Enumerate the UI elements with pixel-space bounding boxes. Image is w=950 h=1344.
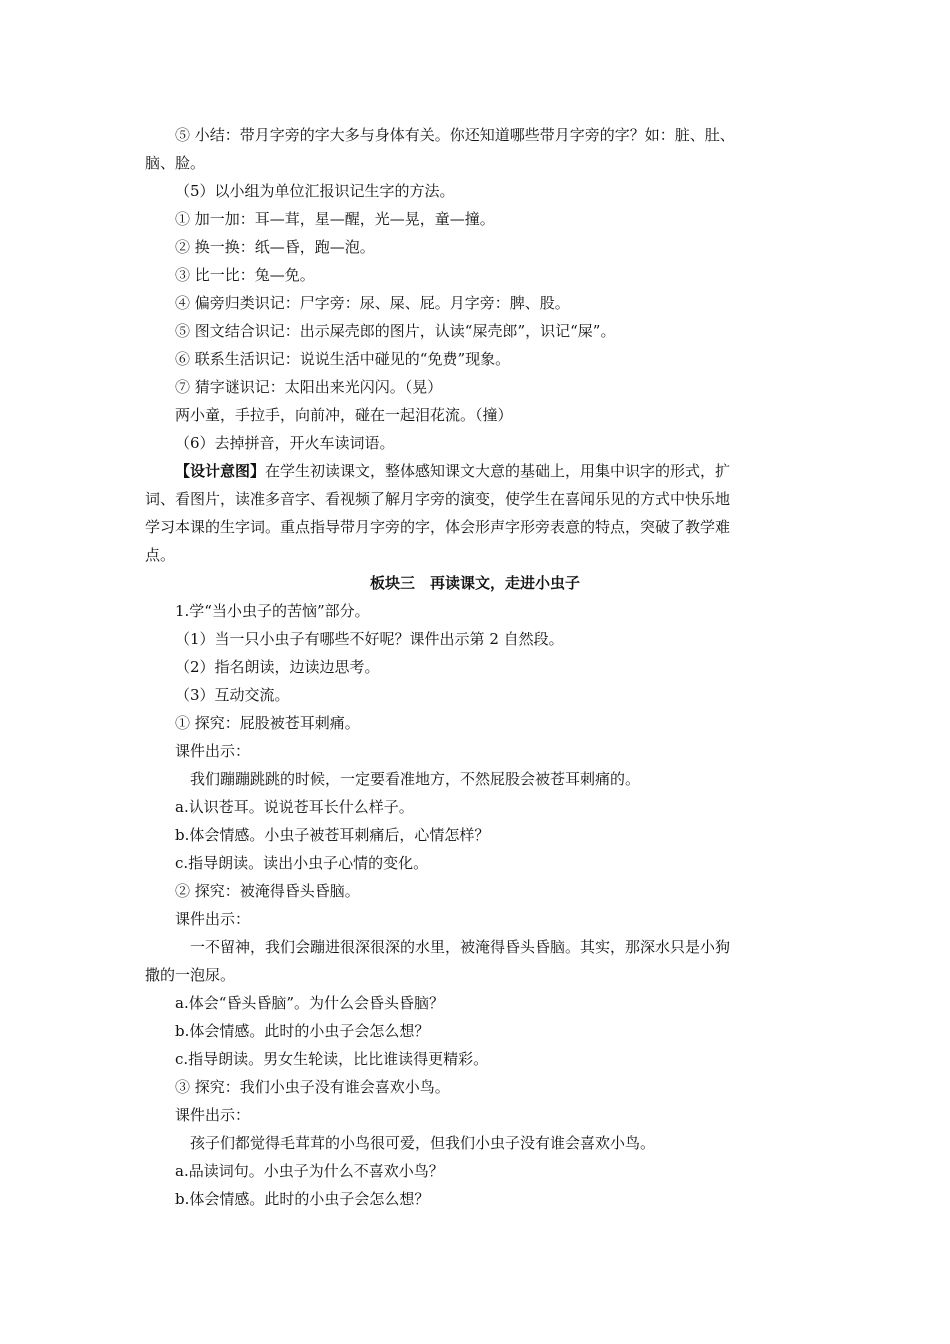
method-picture [0,321,950,341]
item-c-2 [0,1049,950,1069]
design-intent-label: 【设计意图】 [175,462,266,480]
method-add [0,209,950,229]
text: 在学生初读课文，整体感知课文大意的基础上，用集中识字的形式，扩 [265,462,731,480]
text: ⑦ 猜字谜识记：太阳出来光闪闪。（晃） [175,378,443,396]
step-6-heading [0,433,950,453]
text: c.指导朗读。读出小虫子心情的变化。 [175,854,429,872]
courseware-quote-1 [0,769,950,789]
text: ⑥ 联系生活识记：说说生活中碰见的“免费”现象。 [175,350,511,368]
text: ② 换一换：纸—昏，跑—泡。 [175,238,375,256]
explore-1 [0,713,950,733]
text: （3）互动交流。 [175,686,290,704]
courseware-label-1 [0,741,950,761]
design-intent-line-4 [0,545,950,565]
item-b-1 [0,825,950,845]
text: ⑤ 小结：带月字旁的字大多与身体有关。你还知道哪些带月字旁的字？如：脏、肚、 [175,126,735,144]
method-riddle-2 [0,405,950,425]
explore-2 [0,881,950,901]
text: ③ 比一比：兔—免。 [175,266,315,284]
text: 撒的一泡尿。 [145,966,236,984]
text: ② 探究：被淹得昏头昏脑。 [175,882,360,900]
text: 1.学“当小虫子的苦恼”部分。 [175,602,370,620]
item-a-3 [0,1161,950,1181]
item-a-2 [0,993,950,1013]
text: ④ 偏旁归类识记：尸字旁：尿、屎、屁。月字旁：脾、股。 [175,294,570,312]
courseware-quote-2-cont [0,965,950,985]
method-radical [0,293,950,313]
summary-line [0,125,950,145]
text: （1）当一只小虫子有哪些不好呢？课件出示第 2 自然段。 [175,630,564,648]
text: a.品读词句。小虫子为什么不喜欢小鸟？ [175,1162,444,1180]
text: ⑤ 图文结合识记：出示屎壳郎的图片，认读“屎壳郎”，识记“屎”。 [175,322,616,340]
step-5-heading [0,181,950,201]
text: b.体会情感。此时的小虫子会怎么想？ [175,1022,430,1040]
section-title: 板块三 再读课文，走进小虫子 [369,574,580,592]
explore-3 [0,1077,950,1097]
text: 一不留神，我们会蹦进很深很深的水里，被淹得昏头昏脑。其实，那深水只是小狗 [190,938,731,956]
summary-line-cont [0,153,950,173]
text: b.体会情感。小虫子被苍耳刺痛后，心情怎样？ [175,826,490,844]
step-1 [0,629,950,649]
method-life [0,349,950,369]
text: a.体会“昏头昏脑”。为什么会昏头昏脑？ [175,994,445,1012]
text: 两小童，手拉手，向前冲，碰在一起泪花流。（撞） [175,406,513,424]
text: 课件出示： [175,1106,251,1124]
text: 学习本课的生字词。重点指导带月字旁的字，体会形声字形旁表意的特点，突破了教学难 [145,518,731,536]
text: （6）去掉拼音，开火车读词语。 [175,434,395,452]
method-swap [0,237,950,257]
text: b.体会情感。此时的小虫子会怎么想？ [175,1190,430,1208]
text: 孩子们都觉得毛茸茸的小鸟很可爱，但我们小虫子没有谁会喜欢小鸟。 [190,1134,656,1152]
step-3 [0,685,950,705]
text: （5）以小组为单位汇报识记生字的方法。 [175,182,455,200]
method-riddle [0,377,950,397]
item-b-3 [0,1189,950,1209]
method-compare [0,265,950,285]
text: ③ 探究：我们小虫子没有谁会喜欢小鸟。 [175,1078,450,1096]
courseware-label-2 [0,909,950,929]
design-intent-line-2 [0,489,950,509]
text: c.指导朗读。男女生轮读，比比谁读得更精彩。 [175,1050,489,1068]
design-intent-line-1 [0,461,950,481]
text: ① 探究：屁股被苍耳刺痛。 [175,714,360,732]
step-2 [0,657,950,677]
text: a.认识苍耳。说说苍耳长什么样子。 [175,798,414,816]
text: 点。 [145,546,176,564]
text: 我们蹦蹦跳跳的时候，一定要看准地方，不然屁股会被苍耳刺痛的。 [190,770,641,788]
text: 课件出示： [175,742,251,760]
courseware-quote-2 [0,937,950,957]
part-1-heading [0,601,950,621]
text: （2）指名朗读，边读边思考。 [175,658,380,676]
item-b-2 [0,1021,950,1041]
item-a-1 [0,797,950,817]
design-intent-line-3 [0,517,950,537]
courseware-label-3 [0,1105,950,1125]
item-c-1 [0,853,950,873]
text: 脑、脸。 [145,154,206,172]
text: 词、看图片，读准多音字、看视频了解月字旁的演变，使学生在喜闻乐见的方式中快乐地 [145,490,731,508]
courseware-quote-3 [0,1133,950,1153]
text: ① 加一加：耳—茸，星—醒，光—晃，童—撞。 [175,210,495,228]
text: 课件出示： [175,910,251,928]
